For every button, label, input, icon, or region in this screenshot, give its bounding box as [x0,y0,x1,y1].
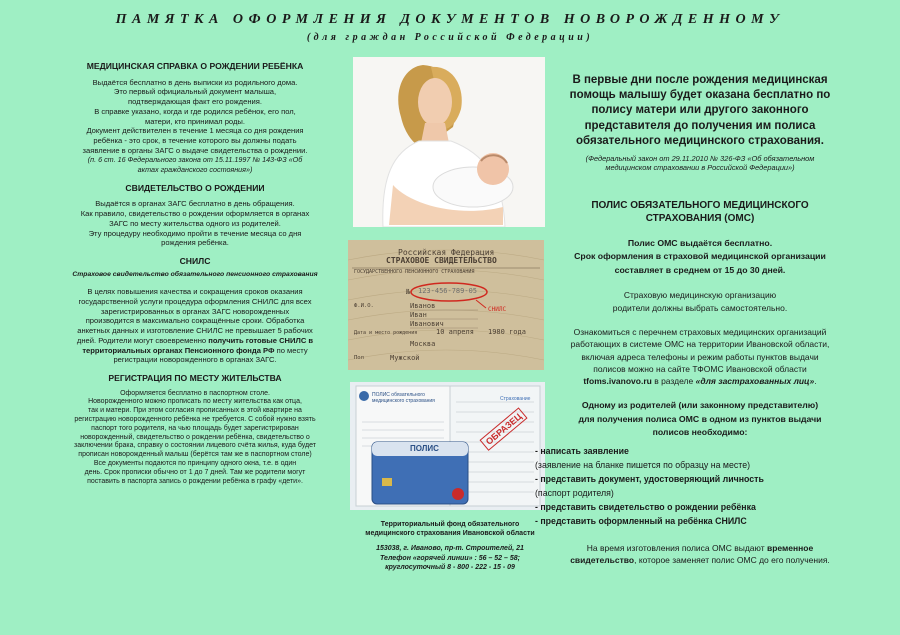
snils-name: Иван [410,311,427,319]
intro-line: помощь малышу будет оказана бесплатно по [569,89,831,102]
right-column [535,73,865,567]
med-line: Выдаётся бесплатно в день выписки из родильного дома. [92,77,298,87]
snils-emphasis: территориальных органах Пенсионного фонда РФ [82,345,275,355]
reg-line: паспорт того родителя, на чью площадь будет зарегистрирован [91,424,299,432]
tfoms-phone: круглосуточный 8 - 800 - 222 - 15 - 09 [385,563,515,571]
oms-info-line: работающих в системе ОМС на территории Ивановской области, [570,339,830,350]
reg-line: так и матери. При этом согласия прописанных в этой квартире на [88,407,302,415]
list-item: - представить документ, удостоверяющий личность [535,473,764,484]
snils-surname: Иванов [410,302,436,310]
tfoms-site-link[interactable]: tfoms.ivanovo.ru [583,376,652,387]
oms-heading: ПОЛИС обязательного медицинского страхования [372,392,435,404]
med-line: Это первый официальный документ малыша, [113,87,277,97]
med-law-ref: (п. 6 ст. 16 Федерального закона от 15.11.1997 № 143-ФЗ «Об [87,155,303,165]
snils-year: 1980 года [488,328,526,336]
page-subtitle: (для граждан Российской Федерации) [306,32,594,43]
med-certificate-title: МЕДИЦИНСКАЯ СПРАВКА О РОЖДЕНИИ РЕБЁНКА [86,61,304,71]
med-line: заявление в органы ЗАГС о выдаче свидетельства о рождении. [82,145,308,155]
temporary-cert-note: свидетельство, которое заменяет полис ОМС до его получения. [570,555,830,566]
mother-baby-photo [353,57,545,227]
list-item: - написать заявление [535,445,629,456]
tfoms-contacts [355,520,545,572]
snils-emphasis: получить готовые СНИЛС в [208,335,314,345]
reg-line: заключении брака, справку о состоянии лицевого счёта жилья, куда будет [74,442,316,450]
snils-card-image [348,240,544,370]
snils-red-tag: СНИЛС [488,306,507,313]
oms-section-title: СТРАХОВАНИЯ (ОМС) [645,212,755,224]
med-line: Документ действителен в течение 1 месяца со дня рождения [86,126,304,136]
reg-line: день. Срок прописки обычно от 1 до 7 дней. Там же родители могут [84,468,306,476]
reg-line: новорожденный, свидетельство о рождении ребёнка, свидетельство о [80,433,310,441]
parent-instruction: полисов необходимо: [652,427,748,438]
snils-line: производится в максимально сокращённые сроки. Обработка [85,316,305,326]
oms-logo-text: Страхование [500,396,531,402]
snils-line: территориальных органах Пенсионного фонда РФ по месту [82,345,308,355]
oms-law-ref: медицинском страховании в Российской Федерации») [605,163,795,173]
snils-line: дней. Родители могут своевременно получить готовые СНИЛС в [76,335,314,345]
site-section: «для застрахованных лиц» [695,376,815,387]
tfoms-title: Территориальный фонд обязательного [380,521,520,528]
oms-section-title: ПОЛИС ОБЯЗАТЕЛЬНОГО МЕДИЦИНСКОГО [591,199,809,211]
snils-line: В целях повышения качества и сокращения сроков оказания [87,287,303,297]
reg-line: поставить в паспорта запись о рождении ребёнка в графу «дети». [87,477,303,485]
reg-line: прописан новорожденный малыш (берётся там же в паспортном столе) [78,451,312,459]
birth-certificate-title: СВИДЕТЕЛЬСТВО О РОЖДЕНИИ [125,182,265,193]
oms-site-line: tfoms.ivanovo.ru в разделе «для застрахованных лиц». [583,376,817,387]
med-line: ребёнка - это срок, в течение которого вы должны подать [93,135,297,145]
left-column [45,62,345,486]
med-law-ref: актах гражданского состояния») [137,165,253,175]
oms-card-title: ПОЛИС [410,444,439,453]
oms-info-line: включая адреса телефоны и режим работы пунктов выдачи [581,351,819,362]
intro-line: обязательного медицинского страхования. [576,134,824,147]
oms-choice-note: родители должны выбрать самостоятельно. [612,302,788,313]
reg-line: регистрацию новорожденного ребёнка не требуется. С собой нужно взять [74,416,316,424]
list-item-note: (паспорт родителя) [535,487,614,498]
oms-free-note: Полис ОМС выдаётся бесплатно. [627,237,773,248]
intro-line: полису матери или другого законного [591,104,809,117]
snils-city: Москва [410,340,436,348]
oms-choice-note: Страховую медицинскую организацию [623,290,777,301]
oms-info-line: Ознакомиться с перечнем страховых медицинских организаций [573,326,827,337]
snils-subtitle: Страховое свидетельство обязательного пенсионного страхования [72,270,318,278]
snils-sex: Мужской [390,354,420,362]
oms-law-ref: (Федеральный закон от 29.11.2010 № 326-ФЗ «Об обязательном [585,154,815,164]
snils-country: Российская Федерация [398,248,495,257]
tfoms-address: 153038, г. Иваново, пр-т. Строителей, 21 [376,545,524,553]
snils-sex-label: Пол [354,355,364,361]
snils-line: государственной услуги процедура оформления СНИЛС для всех [78,297,312,307]
snils-line: регистрации новорожденного в органах ЗАГС. [113,355,277,365]
list-item: - представить оформленный на ребёнка СНИЛС [535,515,747,526]
list-item-note: (заявление на бланке пишется по образцу на месте) [535,459,751,470]
snils-line: анкетных данных и изготовление СНИЛС не превышает 5 рабочих [77,326,313,336]
med-line: матери, кто принимал роды. [145,116,245,126]
requirements-list [535,444,865,528]
snils-dob: 10 апреля [436,328,474,336]
reg-line: Новорожденного можно прописать по месту жительства как отца, [88,398,302,406]
med-line: В справке указано, когда и где родился ребёнок, его пол, [94,106,296,116]
page-title: ПАМЯТКА ОФОРМЛЕНИЯ ДОКУМЕНТОВ НОВОРОЖДЕННОМУ [115,12,785,27]
snils-doc-title: СТРАХОВОЕ СВИДЕТЕЛЬСТВО [386,256,497,265]
birth-line: Как правило, свидетельство о рождении оформляется в органах [80,209,310,219]
birth-line: ЗАГС по месту жительства одного из родителей. [109,218,281,228]
intro-line: представителя до получения им полиса [584,119,816,132]
snils-fio-label: Ф.И.О. [354,303,374,309]
reg-line: Все документы подаются по принципу одного окна, т.е. в один [93,460,297,468]
birth-line: Эту процедуру необходимо пройти в течение месяца со дня [88,228,302,238]
parent-instruction: Одному из родителей (или законному представителю) [581,400,819,411]
oms-policy-image [350,382,545,510]
tfoms-hotline: Телефон «горячей линии» : 56 – 52 – 58; [380,554,520,562]
snils-title: СНИЛС [179,255,211,266]
oms-info-line: полисов можно на сайте ТФОМС Ивановской области [593,363,807,374]
oms-term-note: Срок оформления в страховой медицинской организации [574,251,826,262]
snils-dob-label: Дата и место рождения [354,330,418,336]
tfoms-title: медицинского страхования Ивановской области [365,530,535,538]
reg-line: Оформляется бесплатно в паспортном столе. [120,389,270,397]
parent-instruction: для получения полиса ОМС в одном из пунктов выдачи [578,413,822,424]
birth-line: Выдаётся в органах ЗАГС бесплатно в день обращения. [95,199,295,209]
snils-number: 123-456-789-05 [418,287,478,295]
oms-term-note: составляет в среднем от 15 до 30 дней. [614,264,786,275]
snils-doc-subtitle: ГОСУДАРСТВЕННОГО ПЕНСИОННОГО СТРАХОВАНИЯ [354,269,475,275]
birth-line: рождения ребёнка. [161,238,229,248]
intro-line: В первые дни после рождения медицинская [572,74,828,86]
snils-line: зарегистрированных в органах ЗАГС новорожденных [100,306,290,316]
list-item: - представить свидетельство о рождении ребёнка [535,501,756,512]
snils-number-prefix: № [406,288,411,296]
oms-sample-stamp: ОБРАЗЕЦ [480,407,528,451]
med-line: подтверждающая факт его рождения. [128,97,262,107]
snils-patronymic: Иванович [410,320,444,328]
temporary-cert-note: На время изготовления полиса ОМС выдают временное [586,542,814,553]
registration-title: РЕГИСТРАЦИЯ ПО МЕСТУ ЖИТЕЛЬСТВА [108,372,282,383]
